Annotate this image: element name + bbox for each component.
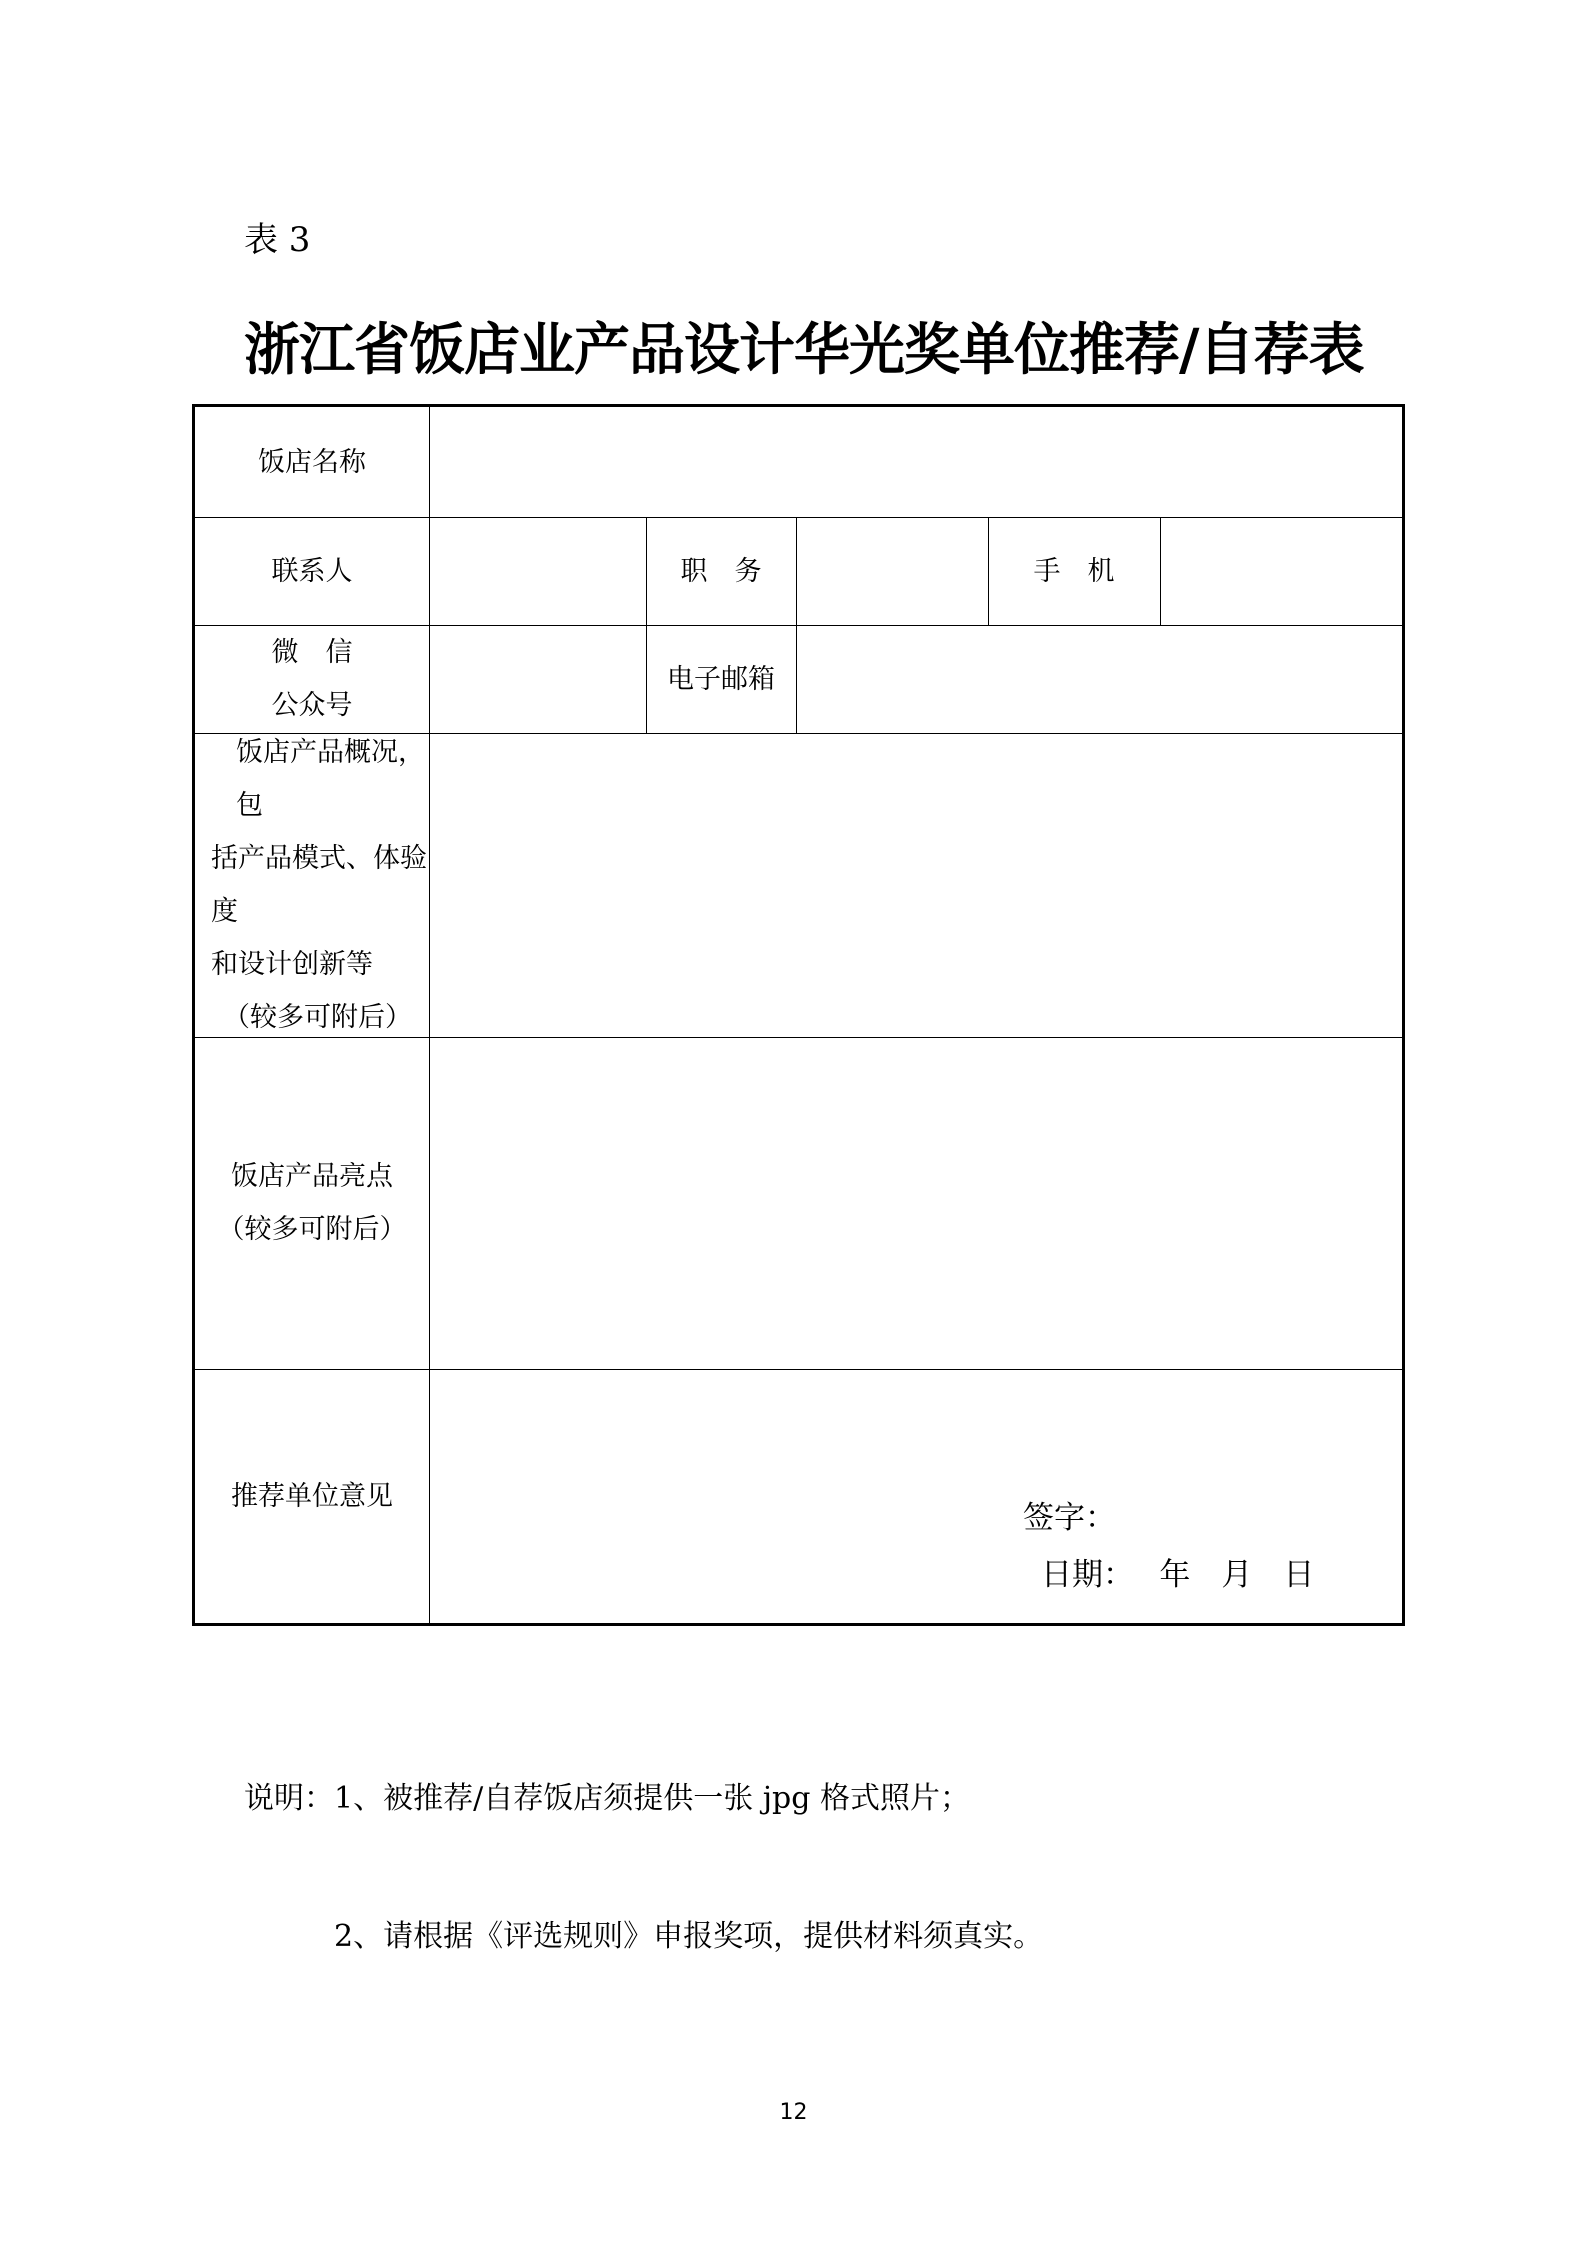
position-field[interactable]	[797, 518, 988, 625]
hotel-name-label	[195, 407, 429, 517]
position-label	[646, 517, 796, 625]
email-label	[646, 625, 796, 733]
overview-label-line: 饭店产品概况，包	[236, 737, 425, 821]
recommendation-form-table	[192, 404, 1405, 1626]
mobile-field[interactable]	[1161, 518, 1402, 625]
note-line-1: 说明：1、被推荐/自荐饭店须提供一张 jpg 格式照片；	[244, 1781, 970, 1816]
date-label: 日期： 年 月 日	[1041, 1557, 1315, 1593]
highlights-field[interactable]	[430, 1038, 1402, 1369]
email-field[interactable]	[797, 626, 1402, 733]
wechat-label-line2: 公众号	[271, 690, 353, 721]
mobile-label-text: 手 机	[1033, 555, 1115, 587]
opinion-label	[195, 1369, 429, 1623]
overview-label-line: （较多可附后）	[223, 1002, 412, 1033]
opinion-label-text: 推荐单位意见	[231, 1480, 393, 1512]
overview-label-line: 括产品模式、体验度	[211, 843, 427, 927]
contact-label-text: 联系人	[271, 555, 353, 587]
overview-label-line: 和设计创新等	[211, 949, 373, 980]
page-number: 12	[779, 2100, 808, 2125]
notes	[244, 1684, 1043, 2006]
overview-label	[211, 733, 427, 1037]
overview-field[interactable]	[430, 734, 1402, 1037]
contact-label	[195, 517, 429, 625]
email-label-text: 电子邮箱	[667, 663, 775, 695]
wechat-field[interactable]	[430, 626, 646, 733]
hotel-name-field[interactable]	[430, 407, 1402, 517]
signature-label: 签字：	[1023, 1500, 1116, 1536]
table-label: 表 3	[244, 220, 311, 260]
note-line-2: 2、请根据《评选规则》申报奖项，提供材料须真实。	[244, 1919, 1044, 1954]
highlights-label	[195, 1037, 429, 1369]
wechat-label	[195, 625, 429, 733]
contact-field[interactable]	[430, 518, 646, 625]
mobile-label	[988, 517, 1160, 625]
position-label-text: 职 务	[680, 555, 762, 587]
highlights-label-line: 饭店产品亮点	[231, 1161, 393, 1192]
wechat-label-line1: 微 信	[271, 637, 353, 668]
page-title: 浙江省饭店业产品设计华光奖单位推荐/自荐表	[244, 318, 1364, 383]
highlights-label-line: （较多可附后）	[217, 1214, 407, 1245]
hotel-name-label-text: 饭店名称	[258, 446, 366, 478]
